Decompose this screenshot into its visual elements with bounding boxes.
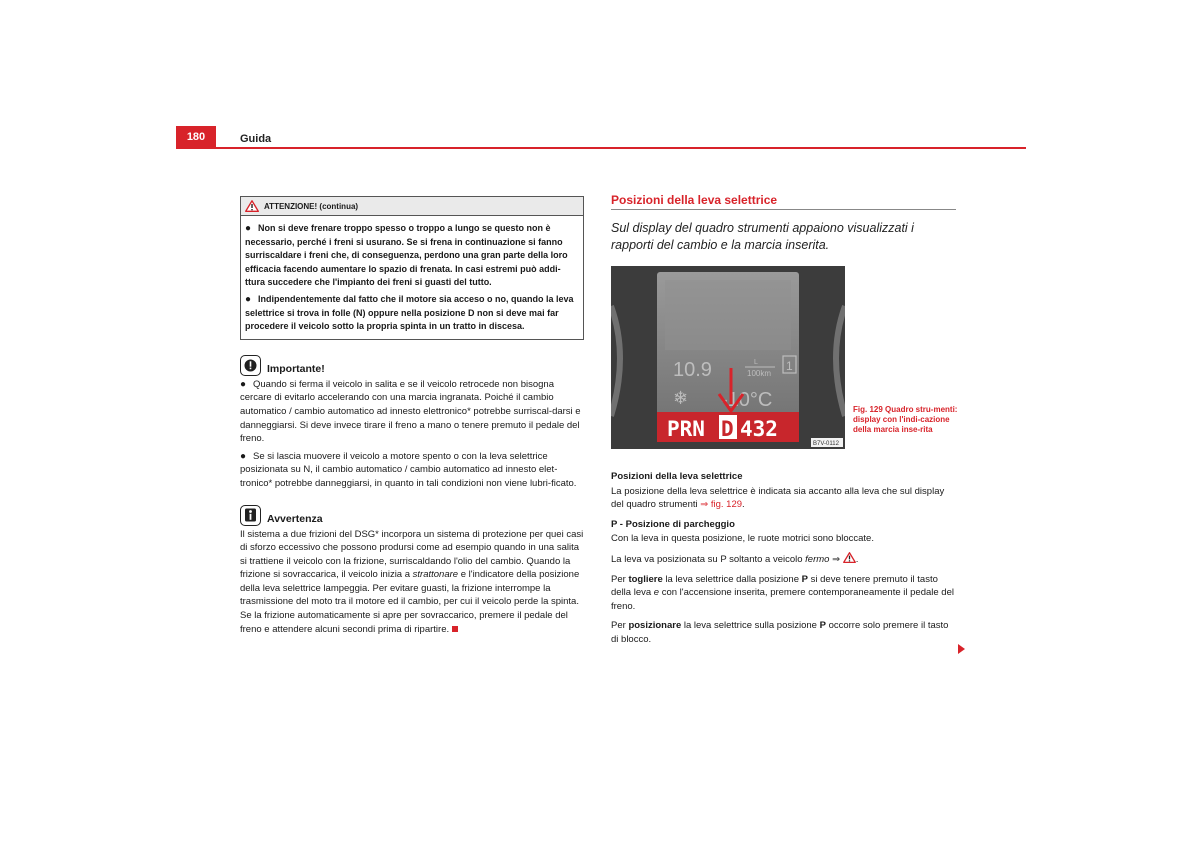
warning-item [245, 222, 579, 290]
important-title: Importante! [267, 362, 325, 375]
bullet-icon: ● [240, 450, 247, 462]
section-heading: Posizioni della leva selettrice [611, 193, 956, 210]
important-item [240, 450, 584, 491]
right-body-text [611, 470, 956, 653]
exclamation-icon [240, 355, 261, 376]
next-page-arrow-icon[interactable] [958, 644, 965, 654]
unit-top: L [754, 359, 758, 366]
important-text: Quando si ferma il veicolo in salita e se il veicolo retrocede non bisogna cercare di evitarlo accelerando con una marcia ingranata. Poiché il cambio automatico / cambio automatico ad innesto elettronico* potrebbe surriscal-darsi e danneggiarsi. Si deve invece tirare il freno a mano o tenere premuto il pedale del freno. [240, 378, 581, 445]
warning-body [241, 216, 583, 339]
warning-text: Non si deve frenare troppo spesso o troppo a lungo se questo non è necessario, perché i freni si usurano. Se si frena in continuazione si fanno surriscaldare i freni che, di conseguenza, perdono una gran parte della loro efficacia facendo aumentare lo spazio di frenata. In casi estremi può addi-ttura succedere che l'impianto dei freni si guasti del tutto. [245, 223, 568, 288]
info-icon [240, 505, 261, 526]
warning-triangle-icon [843, 552, 856, 563]
right-column [611, 193, 956, 254]
bullet-icon: ● [240, 378, 247, 390]
snowflake-icon: ❄ [673, 388, 689, 409]
end-marker-icon [452, 626, 458, 632]
section-title: Guida [240, 133, 272, 145]
warning-header [241, 197, 583, 216]
left-column [240, 196, 584, 640]
important-item [240, 378, 584, 446]
paragraph: Per togliere la leva selettrice dalla posizione P si deve tenere premuto il tasto della leva e con l'accensione inserita, premere contemporaneamente il pedale del freno. [611, 573, 954, 612]
notice-body [240, 528, 584, 637]
warning-triangle-icon [245, 200, 259, 212]
warning-item [245, 293, 579, 334]
bullet-icon: ● [245, 223, 252, 234]
section-intro: Sul display del quadro strumenti appaiono visualizzati i rapporti del cambio e la marcia inserita. [611, 221, 914, 252]
warning-text: Indipendentemente dal fatto che il motore sia acceso o no, quando la leva selettrice si trova in folle (N) oppure nella posizione D non si deve mai far procedere il veicolo sotto la propria spinta in un tratto in discesa. [245, 293, 574, 332]
gear-active: D [721, 417, 734, 441]
warning-box [240, 196, 584, 340]
notice-text: Il sistema a due frizioni del DSG* incorpora un sistema di protezione per quei casi di sforzo eccessivo che possono prodursi come ad esempio quando in una salita si trattiene il veicolo con la frizione, surriscaldando l'olio del cambio. Quando la frizione si sovraccarica, il veicolo inizia a strattonare e l'indicatore della posizione della leva selettrice lampeggia. Per evitare guasti, la frizione interrompe la trasmissione del moto tra il motore ed il cambio, per cui il veicolo perde la spinta. Se la frizione automaticamente si apre per sovraccarico, premere il pedale del freno e attendere alcuni secondi prima di ripartire. [240, 528, 584, 635]
display-illustration [611, 266, 845, 449]
figure-code: B7V-0112 [813, 441, 839, 447]
paragraph: La leva va posizionata su P soltanto a veicolo fermo ⇒ . [611, 553, 859, 565]
important-body [240, 378, 584, 491]
important-text: Se si lascia muovere il veicolo a motore spento o con la leva selettrice posizionata su N, il cambio automatico / cambio automatico ad innesto elet-tronico* potrebbe danneggiarsi, in quanto in tali condizioni non viene lubri-ficato. [240, 450, 577, 489]
subheading: P - Posizione di parcheggio [611, 518, 735, 530]
subheading: Posizioni della leva selettrice [611, 471, 743, 482]
instrument-display-figure [611, 266, 845, 449]
paragraph: La posizione della leva selettrice è indicata sia accanto alla leva che sul display del quadro strumenti ⇒ fig. 129. [611, 485, 945, 511]
page-number: 180 [176, 126, 216, 148]
gear-letters-after: 432 [740, 417, 778, 441]
figure-caption: Fig. 129 Quadro stru-menti: display con l'indi-cazione della marcia inse-rita [853, 405, 958, 434]
header-rule [176, 147, 1026, 149]
temperature-value: -10°C [721, 389, 773, 411]
notice-header [240, 505, 584, 526]
gear-letters-before: PRN [667, 417, 705, 441]
gear-box-value: 1 [786, 359, 793, 373]
unit-bottom: 100km [747, 369, 772, 378]
paragraph: Per posizionare la leva selettrice sulla posizione P occorre solo premere il tasto di blocco. [611, 620, 949, 645]
paragraph: Con la leva in questa posizione, le ruote motrici sono bloccate. [611, 533, 874, 545]
notice-title: Avvertenza [267, 512, 323, 525]
bullet-icon: ● [245, 293, 252, 305]
figure-link[interactable]: ⇒ fig. 129 [700, 499, 743, 511]
range-value: 10.9 [673, 359, 712, 381]
warning-title: ATTENZIONE! (continua) [264, 201, 359, 211]
important-header [240, 355, 584, 376]
